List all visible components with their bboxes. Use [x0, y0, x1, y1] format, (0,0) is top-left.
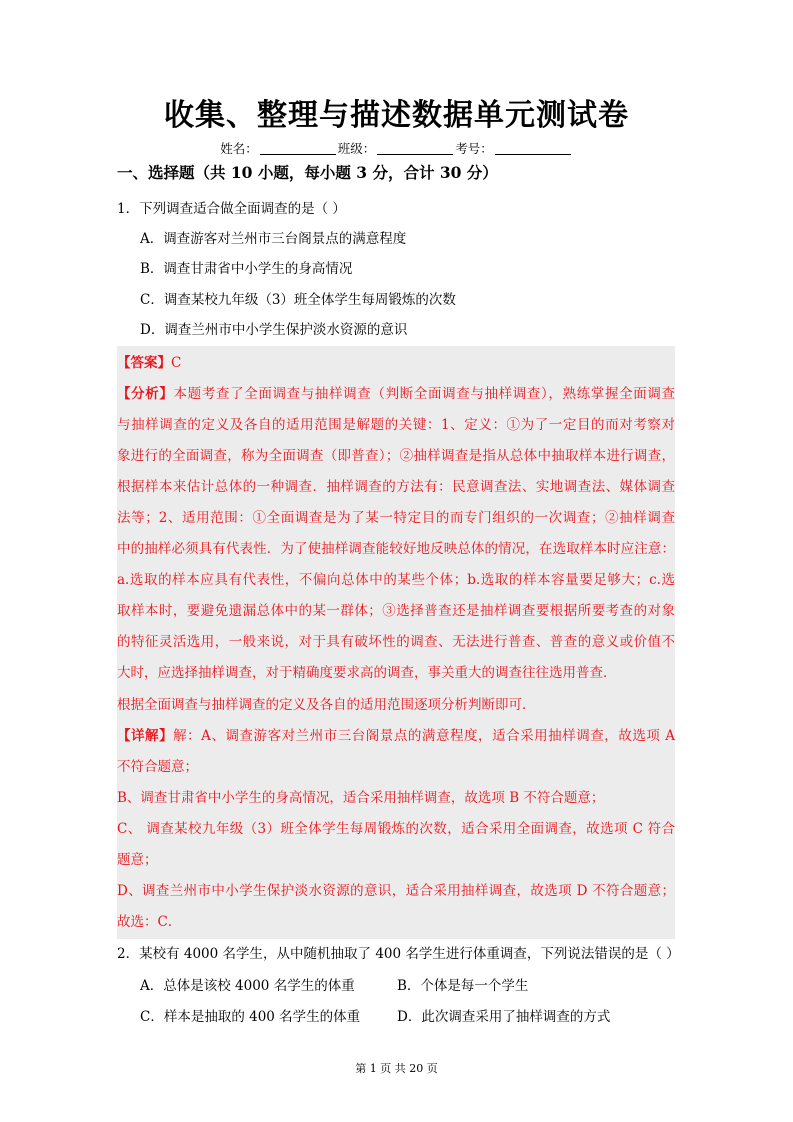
analysis-line: a.选取的样本应具有代表性，不偏向总体中的某些个体；b.选取的样本容量要足够大；c.选: [117, 572, 675, 588]
analysis-line: 中的抽样必须具有代表性．为了使抽样调查能较好地反映总体的情况，在选取样本时应注意：: [117, 541, 675, 557]
detail-line: 【详解】解：A、调查游客对兰州市三台阁景点的满意程度，适合采用抽样调查，故选项 A: [117, 728, 675, 744]
analysis-line: 象进行的全面调查，称为全面调查（即普查）；②抽样调查是指从总体中抽取样本进行调查，: [117, 448, 675, 464]
page-footer: 第 1 页 共 20 页: [355, 1062, 438, 1075]
detail-line: 不符合题意；: [117, 759, 198, 775]
class-label: 班级：: [337, 141, 376, 156]
detail-line: 题意；: [117, 852, 158, 868]
question-1-option-b: B．调查甘肃省中小学生的身高情况: [140, 261, 353, 277]
name-label: 姓名：: [220, 141, 258, 156]
analysis-line: 取样本时，要避免遗漏总体中的某一群体；③选择普查还是抽样调查要根据所要考查的对象: [117, 603, 675, 619]
analysis-line: 法等；2、适用范围：①全面调查是为了某一特定目的而专门组织的一次调查；②抽样调查: [117, 510, 675, 526]
question-1-stem: 1．下列调查适合做全面调查的是（ ）: [117, 201, 346, 217]
analysis-line: 的特征灵活选用，一般来说，对于具有破坏性的调查、无法进行普查、普查的意义或价值不: [117, 634, 675, 650]
exam-number-blank[interactable]: [495, 141, 571, 155]
question-2-option-c: C．样本是抽取的 400 名学生的体重: [140, 1009, 361, 1025]
detail-line: 故选：C．: [117, 914, 182, 930]
analysis-tag: 【分析】: [117, 386, 174, 402]
exam-number-label: 考号：: [455, 141, 493, 156]
question-1-option-d: D．调查兰州市中小学生保护淡水资源的意识: [140, 322, 408, 338]
analysis-line: 根据样本来估计总体的一种调查．抽样调查的方法有：民意调查法、实地调查法、媒体调查: [117, 479, 675, 495]
question-2-option-d: D．此次调查采用了抽样调查的方式: [397, 1009, 611, 1025]
analysis-line: 与抽样调查的定义及各自的适用范围是解题的关键：1、定义：①为了一定目的而对考察对: [117, 417, 675, 433]
class-blank[interactable]: [377, 141, 453, 155]
analysis-line: 大时，应选择抽样调查，对于精确度要求高的调查，事关重大的调查往往选用普查．: [117, 665, 617, 681]
detail-line: C、 调查某校九年级（3）班全体学生每周锻炼的次数，适合采用全面调查，故选项 C 符合: [117, 821, 675, 837]
section-heading: 一、选择题（共 10 小题，每小题 3 分，合计 30 分）: [117, 163, 498, 182]
analysis-line: 根据全面调查与抽样调查的定义及各自的适用范围逐项分析判断即可．: [117, 697, 536, 713]
detail-tag: 【详解】: [117, 728, 174, 744]
question-2-stem: 2．某校有 4000 名学生，从中随机抽取了 400 名学生进行体重调查，下列说法错误的是（ ）: [117, 946, 680, 962]
answer-line: [117, 353, 675, 373]
question-1-option-c: C．调查某校九年级（3）班全体学生每周锻炼的次数: [140, 292, 456, 308]
student-info-line: [0, 140, 793, 158]
detail-line: B、调查甘肃省中小学生的身高情况，适合采用抽样调查，故选项 B 不符合题意；: [117, 790, 605, 806]
answer-tag: 【答案】: [117, 355, 171, 371]
detail-line: D、调查兰州市中小学生保护淡水资源的意识，适合采用抽样调查，故选项 D 不符合题意；: [117, 883, 675, 899]
name-blank[interactable]: [260, 141, 336, 155]
question-2-option-b: B．个体是每一个学生: [397, 978, 529, 994]
analysis-line: 【分析】本题考查了全面调查与抽样调查（判断全面调查与抽样调查），熟练掌握全面调查: [117, 386, 676, 402]
answer-value: C: [171, 355, 182, 371]
page-title: 收集、整理与描述数据单元测试卷: [164, 98, 629, 133]
question-1-option-a: A．调查游客对兰州市三台阁景点的满意程度: [140, 231, 407, 247]
question-2-option-a: A．总体是该校 4000 名学生的体重: [140, 978, 355, 994]
